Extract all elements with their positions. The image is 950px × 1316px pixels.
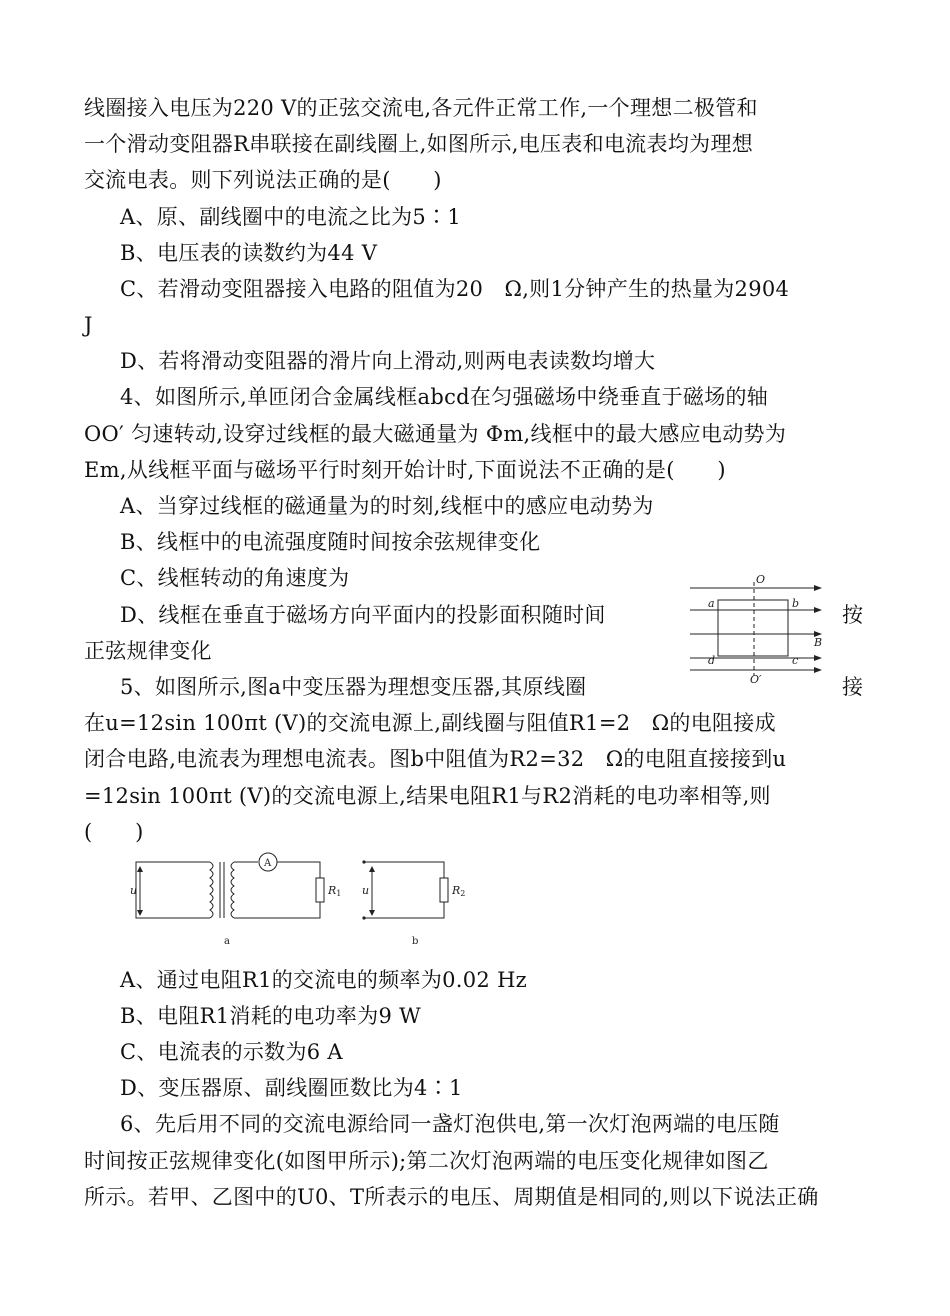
text-line: 一个滑动变阻器R串联接在副线圈上,如图所示,电压表和电流表均为理想 (84, 132, 754, 156)
option-c: C、线框转动的角速度为 (120, 566, 350, 590)
option-b: B、线框中的电流强度随时间按余弦规律变化 (120, 530, 541, 554)
corner-label-b: b (792, 597, 800, 610)
voltage-label-u: u (130, 884, 138, 897)
option-a: A、通过电阻R1的交流电的频率为0.02 Hz (120, 968, 528, 992)
text-line: 在u=12sin 100πt (V)的交流电源上,副线圈与阻值R1=2 Ω的电阻接成 (84, 711, 776, 735)
option-a: A、当穿过线框的磁通量为的时刻,线框中的感应电动势为 (120, 494, 654, 518)
text-line: 交流电表。则下列说法正确的是( ) (84, 168, 442, 192)
resistor-label-r2: R2 (452, 884, 466, 898)
option-b: B、电阻R1消耗的电功率为9 W (120, 1004, 422, 1028)
corner-label-c: c (792, 654, 799, 667)
text-line: J (84, 313, 93, 337)
corner-label-d: d (708, 654, 716, 667)
voltage-label-u: u (362, 884, 370, 897)
caption-b: b (412, 936, 419, 947)
text-line: =12sin 100πt (V)的交流电源上,结果电阻R1与R2消耗的电功率相等,则 (84, 784, 771, 808)
text-line: ( ) (84, 820, 144, 844)
option-d: D、若将滑动变阻器的滑片向上滑动,则两电表读数均增大 (120, 349, 656, 373)
option-b: B、电压表的读数约为44 V (120, 241, 378, 265)
text-fragment: 接 (842, 675, 864, 699)
text-line: 线圈接入电压为220 V的正弦交流电,各元件正常工作,一个理想二极管和 (84, 96, 758, 120)
option-c: C、若滑动变阻器接入电路的阻值为20 Ω,则1分钟产生的热量为2904 (120, 277, 790, 301)
question-6-stem: 6、先后用不同的交流电源给同一盏灯泡供电,第一次灯泡两端的电压随 (120, 1112, 780, 1136)
question-5-stem: 5、如图所示,图a中变压器为理想变压器,其原线圈 (120, 675, 587, 699)
coil-figure (688, 572, 828, 686)
axis-label-o: O (756, 573, 766, 586)
field-label-b: B (814, 636, 823, 649)
option-c: C、电流表的示数为6 A (120, 1040, 343, 1064)
text-line: 所示。若甲、乙图中的U0、T所表示的电压、周期值是相同的,则以下说法正确 (84, 1185, 819, 1209)
caption-a: a (224, 936, 230, 947)
option-d: D、变压器原、副线圈匝数比为4∶1 (120, 1076, 463, 1100)
circuit-figure (126, 852, 476, 952)
text-line: OO′ 匀速转动,设穿过线框的最大磁通量为 Φm,线框中的最大感应电动势为 (84, 422, 787, 446)
option-d: D、线框在垂直于磁场方向平面内的投影面积随时间 (120, 603, 606, 627)
text-line: 闭合电路,电流表为理想电流表。图b中阻值为R2=32 Ω的电阻直接接到u (84, 747, 787, 771)
text-line: 时间按正弦规律变化(如图甲所示);第二次灯泡两端的电压变化规律如图乙 (84, 1149, 769, 1173)
question-4-stem: 4、如图所示,单匝闭合金属线框abcd在匀强磁场中绕垂直于磁场的轴 (120, 385, 769, 409)
text-line: 正弦规律变化 (84, 639, 212, 663)
text-fragment: 按 (842, 603, 864, 627)
resistor-label-r1: R1 (328, 884, 342, 898)
corner-label-a: a (708, 597, 715, 610)
option-a: A、原、副线圈中的电流之比为5∶1 (120, 205, 461, 229)
text-line: Em,从线框平面与磁场平行时刻开始计时,下面说法不正确的是( ) (84, 458, 726, 482)
axis-label-o-prime: O′ (750, 673, 762, 686)
ammeter-label: A (264, 858, 272, 869)
